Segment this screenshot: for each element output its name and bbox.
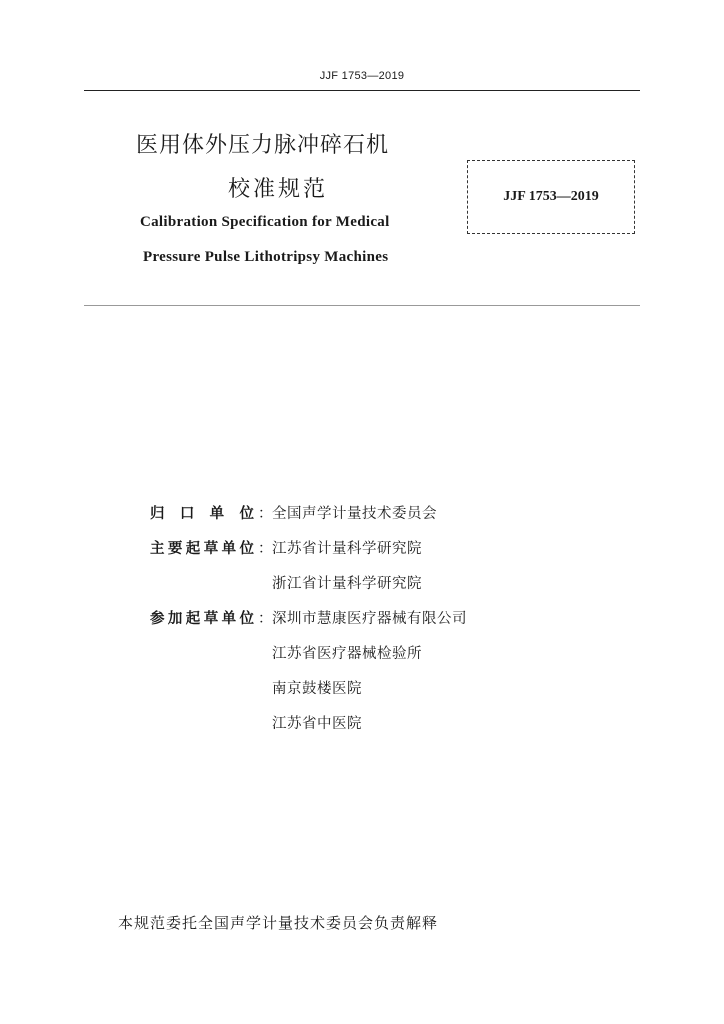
org-label-main-drafter: 主要起草单位 — [150, 541, 254, 557]
org-colon: ： — [258, 611, 273, 627]
title-english-line-2: Pressure Pulse Lithotripsy Machines — [143, 249, 389, 265]
org-label-responsible: 归口单位 — [150, 506, 254, 522]
org-value: 深圳市慧康医疗器械有限公司 — [272, 611, 467, 627]
top-rule — [84, 90, 640, 91]
code-box-text: JJF 1753—2019 — [503, 189, 599, 204]
org-colon: ： — [258, 541, 273, 557]
middle-rule — [84, 305, 640, 306]
org-value: 江苏省中医院 — [272, 716, 362, 732]
org-value: 浙江省计量科学研究院 — [272, 576, 422, 592]
org-value: 江苏省计量科学研究院 — [272, 541, 422, 557]
org-value: 江苏省医疗器械检验所 — [272, 646, 422, 662]
title-english-line-1: Calibration Specification for Medical — [140, 214, 390, 230]
org-label-participating-drafter: 参加起草单位 — [150, 611, 254, 627]
footer-note: 本规范委托全国声学计量技术委员会负责解释 — [118, 914, 439, 932]
org-colon: ： — [258, 506, 273, 522]
org-value: 南京鼓楼医院 — [272, 681, 362, 697]
title-chinese-line-1: 医用体外压力脉冲碎石机 — [136, 133, 390, 158]
header-code: JJF 1753—2019 — [319, 70, 405, 82]
title-chinese-line-2: 校准规范 — [228, 177, 329, 202]
org-value: 全国声学计量技术委员会 — [272, 506, 437, 522]
